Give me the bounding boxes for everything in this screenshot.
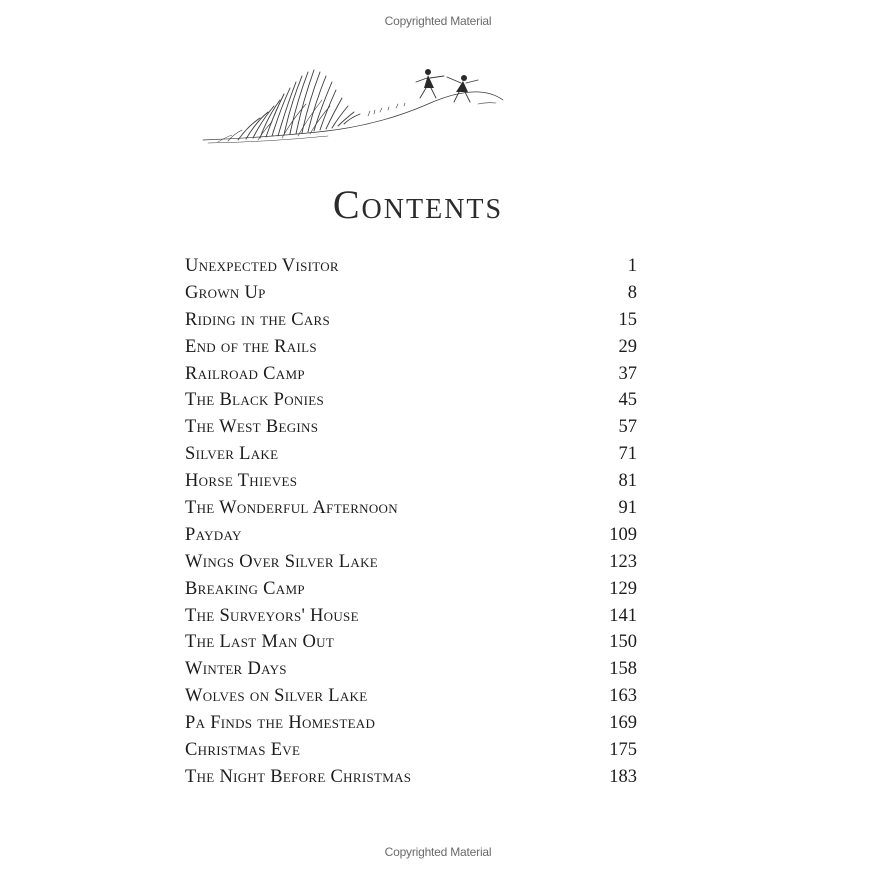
toc-page-number: 57 [618,417,637,438]
toc-page-number: 123 [609,551,637,572]
toc-title: The Wonderful Afternoon [185,498,398,519]
toc-title: Payday [185,524,242,545]
toc-title: The West Begins [185,417,319,438]
toc-page-number: 141 [609,605,637,626]
toc-entry[interactable] [185,549,637,576]
page-title: Contents [332,182,504,227]
toc-page-number: 150 [609,632,637,653]
toc-page-number: 91 [618,498,637,519]
toc-title: Wolves on Silver Lake [185,686,368,707]
toc-entry[interactable] [185,414,637,441]
toc-entry[interactable] [185,656,637,683]
toc-entry[interactable] [185,495,637,522]
copyright-watermark-bottom: Copyrighted Material [384,845,492,859]
toc-entry[interactable] [185,441,637,468]
toc-entry[interactable] [185,522,637,549]
toc-entry[interactable] [185,253,637,280]
toc-page-number: 183 [609,766,637,787]
table-of-contents [185,253,637,791]
toc-entry[interactable] [185,629,637,656]
toc-page-number: 1 [627,256,637,276]
copyright-watermark-top: Copyrighted Material [384,14,492,28]
toc-page-number: 15 [618,309,637,330]
toc-entry[interactable] [185,334,637,361]
toc-title: Horse Thieves [185,471,298,492]
toc-page-number: 158 [609,659,637,680]
toc-title: The Night Before Christmas [185,766,412,787]
toc-title: Grown Up [185,282,266,303]
toc-title: The Surveyors' House [185,605,359,626]
toc-title: Pa Finds the Homestead [185,713,376,734]
toc-entry[interactable] [185,764,637,791]
toc-title: Unexpected Visitor [185,256,339,276]
toc-entry[interactable] [185,710,637,737]
prairie-grass-illustration [198,60,508,148]
toc-page-number: 29 [618,336,637,357]
toc-entry[interactable] [185,737,637,764]
toc-title: Wings Over Silver Lake [185,551,379,572]
toc-page-number: 109 [609,524,637,545]
toc-page-number: 81 [618,471,637,492]
toc-entry[interactable] [185,576,637,603]
toc-page-number: 8 [627,282,637,303]
toc-title: End of the Rails [185,336,317,357]
toc-page-number: 169 [609,713,637,734]
toc-title: The Last Man Out [185,632,335,653]
toc-entry[interactable] [185,387,637,414]
toc-title: Railroad Camp [185,363,305,384]
toc-title: Riding in the Cars [185,309,331,330]
toc-title: Winter Days [185,659,287,680]
toc-entry[interactable] [185,603,637,630]
toc-entry[interactable] [185,683,637,710]
toc-title: Christmas Eve [185,740,301,761]
toc-page-number: 175 [609,740,637,761]
toc-title: The Black Ponies [185,390,324,411]
toc-page-number: 71 [618,444,637,465]
toc-page-number: 45 [618,390,637,411]
toc-entry[interactable] [185,280,637,307]
toc-page-number: 163 [609,686,637,707]
toc-entry[interactable] [185,468,637,495]
toc-page-number: 37 [618,363,637,384]
toc-title: Silver Lake [185,444,279,465]
toc-entry[interactable] [185,361,637,388]
toc-page-number: 129 [609,578,637,599]
toc-entry[interactable] [185,307,637,334]
toc-title: Breaking Camp [185,578,305,599]
